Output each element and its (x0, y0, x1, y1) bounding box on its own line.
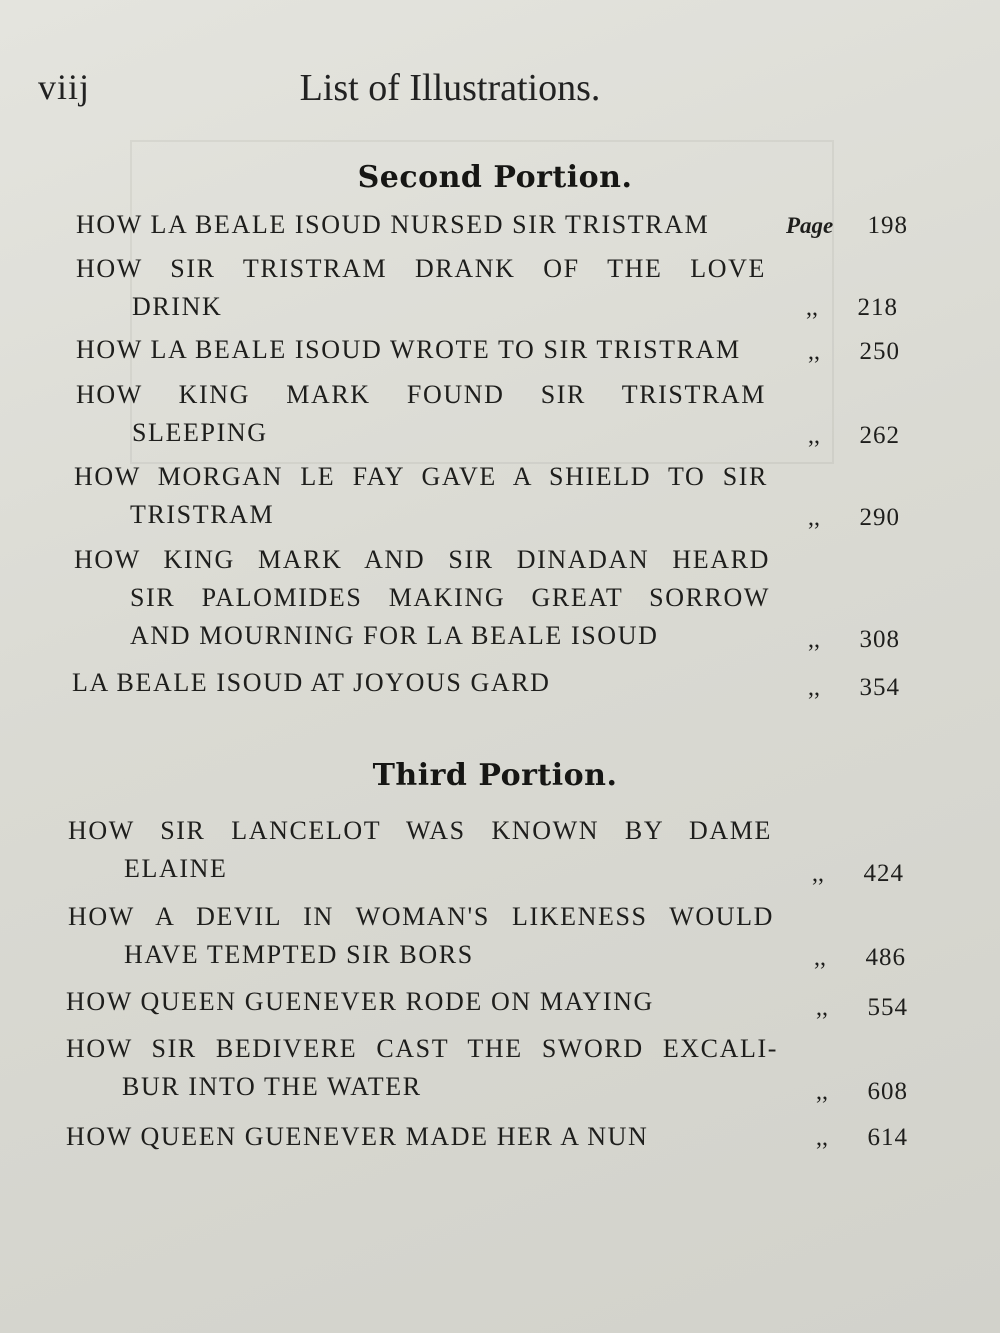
page-number: 486 (865, 944, 906, 971)
list-item (76, 250, 766, 326)
entry-line: HOW QUEEN GUENEVER MADE HER A NUN (66, 1122, 649, 1151)
entry-line: LA BEALE ISOUD AT JOYOUS GARD (72, 668, 551, 697)
page-number: 608 (867, 1078, 908, 1105)
ditto-mark: ,, (812, 861, 824, 887)
list-item (74, 458, 768, 534)
page-number: 308 (859, 626, 900, 653)
page-number: 198 (867, 212, 908, 239)
list-item (68, 898, 774, 974)
entry-line: HAVE TEMPTED SIR BORS (124, 940, 474, 969)
ditto-mark: ,, (808, 675, 820, 701)
page-number: 262 (859, 422, 900, 449)
list-item (68, 812, 772, 888)
page-ref (816, 1078, 908, 1106)
page-number: 614 (867, 1124, 908, 1151)
page-ref (812, 860, 904, 888)
entry-line: HOW SIR BEDIVERE CAST THE SWORD EXCALI- (66, 1034, 778, 1063)
list-item (74, 541, 770, 655)
section-heading-second: Second Portion. (357, 160, 633, 195)
entry-line: SLEEPING (132, 418, 268, 447)
ditto-mark: ,, (806, 295, 818, 321)
page-ref (808, 626, 900, 654)
entry-line: HOW SIR LANCELOT WAS KNOWN BY DAME (68, 816, 772, 845)
entry-line: HOW QUEEN GUENEVER RODE ON MAYING (66, 987, 654, 1016)
list-item (76, 331, 776, 369)
page-number: 554 (867, 994, 908, 1021)
entry-line: HOW LA BEALE ISOUD WROTE TO SIR TRISTRAM (76, 335, 741, 364)
entry-line: HOW A DEVIL IN WOMAN'S LIKENESS WOULD (68, 902, 774, 931)
page-folio: viij (38, 67, 91, 107)
entry-line: HOW LA BEALE ISOUD NURSED SIR TRISTRAM (76, 210, 710, 239)
page-label: Page (786, 213, 834, 238)
page-number: 250 (859, 338, 900, 365)
entry-line: ELAINE (124, 854, 228, 883)
entry-line: DRINK (132, 292, 223, 321)
entry-line: AND MOURNING FOR LA BEALE ISOUD (130, 621, 659, 650)
entry-line: HOW MORGAN LE FAY GAVE A SHIELD TO SIR (74, 462, 768, 491)
page-ref (816, 1124, 908, 1152)
page-number: 218 (857, 294, 898, 321)
ditto-mark: ,, (808, 505, 820, 531)
ditto-mark: ,, (816, 1125, 828, 1151)
page-ref (808, 674, 900, 702)
page-ref (816, 994, 908, 1022)
page-ref (786, 212, 908, 240)
page-ref (806, 294, 898, 322)
running-title: List of Illustrations. (299, 67, 601, 109)
list-item (76, 376, 766, 452)
page-number: 354 (859, 674, 900, 701)
list-item (66, 1118, 786, 1156)
page-ref (814, 944, 906, 972)
page-number: 290 (859, 504, 900, 531)
list-item (66, 983, 786, 1021)
entry-line: SIR PALOMIDES MAKING GREAT SORROW (130, 583, 770, 612)
page-ref (808, 504, 900, 532)
list-item (76, 206, 756, 244)
ditto-mark: ,, (816, 995, 828, 1021)
ditto-mark: ,, (808, 423, 820, 449)
entry-line: HOW KING MARK FOUND SIR TRISTRAM (76, 380, 766, 409)
page-ref (808, 338, 900, 366)
section-heading-third: Third Portion. (372, 758, 618, 793)
entry-line: BUR INTO THE WATER (122, 1072, 422, 1101)
page-number: 424 (863, 860, 904, 887)
ditto-mark: ,, (814, 945, 826, 971)
ditto-mark: ,, (808, 627, 820, 653)
entry-line: HOW KING MARK AND SIR DINADAN HEARD (74, 545, 770, 574)
list-item (72, 664, 792, 702)
ditto-mark: ,, (808, 339, 820, 365)
entry-line: HOW SIR TRISTRAM DRANK OF THE LOVE (76, 254, 766, 283)
ditto-mark: ,, (816, 1079, 828, 1105)
page-ref (808, 422, 900, 450)
list-item (66, 1030, 778, 1106)
entry-line: TRISTRAM (130, 500, 275, 529)
